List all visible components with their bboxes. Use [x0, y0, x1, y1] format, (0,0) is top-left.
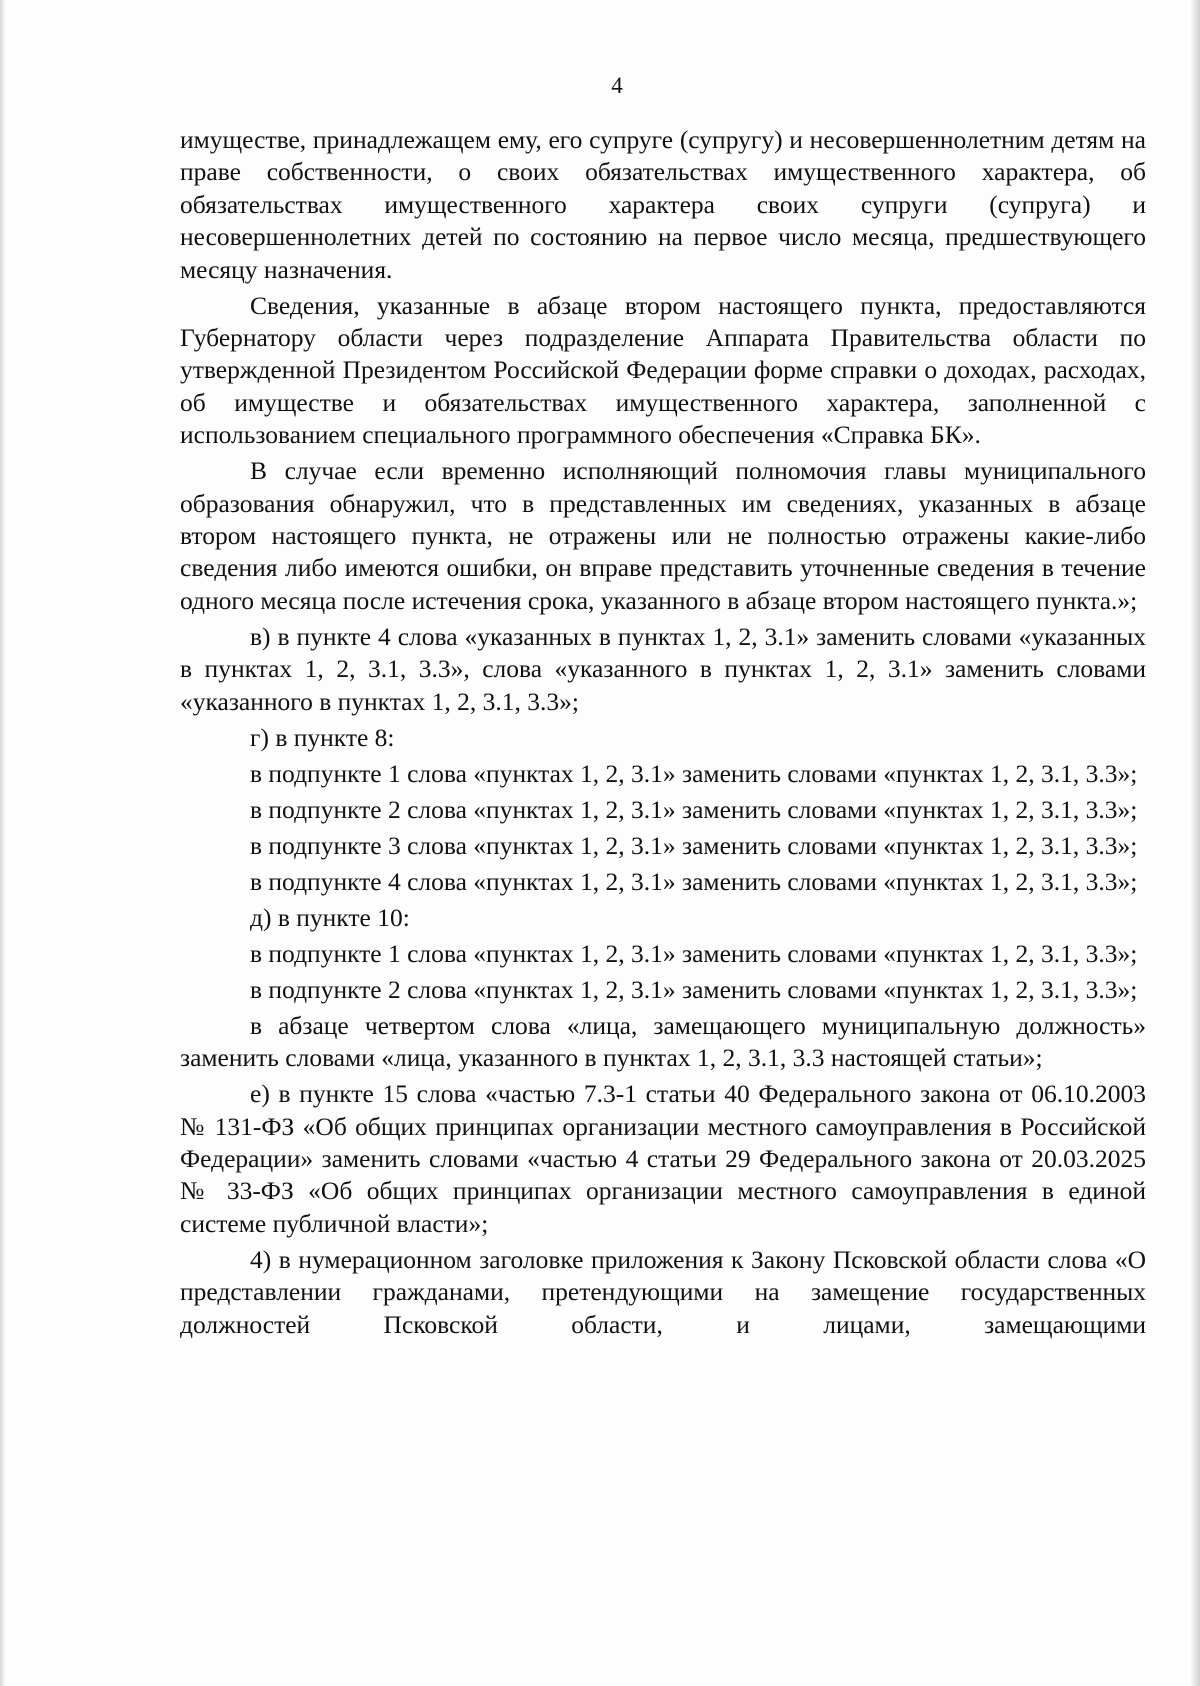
- paragraph: в подпункте 1 слова «пунктах 1, 2, 3.1» заменить словами «пунктах 1, 2, 3.1, 3.3»;: [250, 758, 1138, 788]
- paragraph: г) в пункте 8:: [250, 722, 395, 752]
- paragraph: в подпункте 2 слова «пунктах 1, 2, 3.1» заменить словами «пунктах 1, 2, 3.1, 3.3»;: [250, 794, 1138, 824]
- scan-edge-left: [0, 0, 6, 1686]
- scan-edge-right: [1190, 0, 1200, 1686]
- paragraph: д) в пункте 10:: [250, 902, 410, 932]
- page-number: 4: [611, 73, 623, 98]
- paragraph: в абзаце четвертом слова «лица, замещающего муниципальную должность» заменить словами «лица, указанного в пунктах 1, 2, 3.1, 3.3 настоящей статьи»;: [180, 1010, 1146, 1073]
- paragraph: имуществе, принадлежащем ему, его супруге (супругу) и несовершеннолетним детям на праве собственности, о своих обязательствах имущественного характера, об обязательствах имущественного характера своих супруги (супруга) и несовершеннолетних детей по состоянию на первое число месяца, предшествующего месяцу назначения.: [180, 125, 1146, 284]
- body-text: [180, 124, 1146, 1345]
- paragraph: в подпункте 3 слова «пунктах 1, 2, 3.1» заменить словами «пунктах 1, 2, 3.1, 3.3»;: [250, 830, 1138, 860]
- paragraph: в подпункте 1 слова «пунктах 1, 2, 3.1» заменить словами «пунктах 1, 2, 3.1, 3.3»;: [250, 938, 1138, 968]
- paragraph: в подпункте 2 слова «пунктах 1, 2, 3.1» заменить словами «пунктах 1, 2, 3.1, 3.3»;: [250, 974, 1138, 1004]
- paragraph: 4) в нумерационном заголовке приложения к Закону Псковской области слова «О представлении гражданами, претендующими на замещение государственных должностей Псковской области, и лицами, замещающими: [180, 1244, 1146, 1339]
- paragraph: в подпункте 4 слова «пунктах 1, 2, 3.1» заменить словами «пунктах 1, 2, 3.1, 3.3»;: [250, 866, 1138, 896]
- paragraph: Сведения, указанные в абзаце втором настоящего пункта, предоставляются Губернатору области через подразделение Аппарата Правительства области по утвержденной Президентом Российской Федерации форме справки о доходах, расходах, об имуществе и обязательствах имущественного характера, заполненной с использованием специального программного обеспечения «Справка БК».: [180, 290, 1146, 450]
- paragraph: е) в пункте 15 слова «частью 7.3-1 статьи 40 Федерального закона от 06.10.2003 № 131-ФЗ «Об общих принципах организации местного самоуправления в Российской Федерации» заменить словами «частью 4 статьи 29 Федерального закона от 20.03.2025 № 33-ФЗ «Об общих принципах организации местного самоуправления в единой системе публичной власти»;: [180, 1079, 1146, 1238]
- paragraph: В случае если временно исполняющий полномочия главы муниципального образования обнаружил, что в представленных им сведениях, указанных в абзаце втором настоящего пункта, не отражены или не полностью отражены какие-либо сведения либо имеются ошибки, он вправе представить уточненные сведения в течение одного месяца после истечения срока, указанного в абзаце втором настоящего пункта.»;: [180, 456, 1146, 615]
- paragraph: в) в пункте 4 слова «указанных в пунктах 1, 2, 3.1» заменить словами «указанных в пунктах 1, 2, 3.1, 3.3», слова «указанного в пунктах 1, 2, 3.1» заменить словами «указанного в пунктах 1, 2, 3.1, 3.3»;: [180, 621, 1146, 716]
